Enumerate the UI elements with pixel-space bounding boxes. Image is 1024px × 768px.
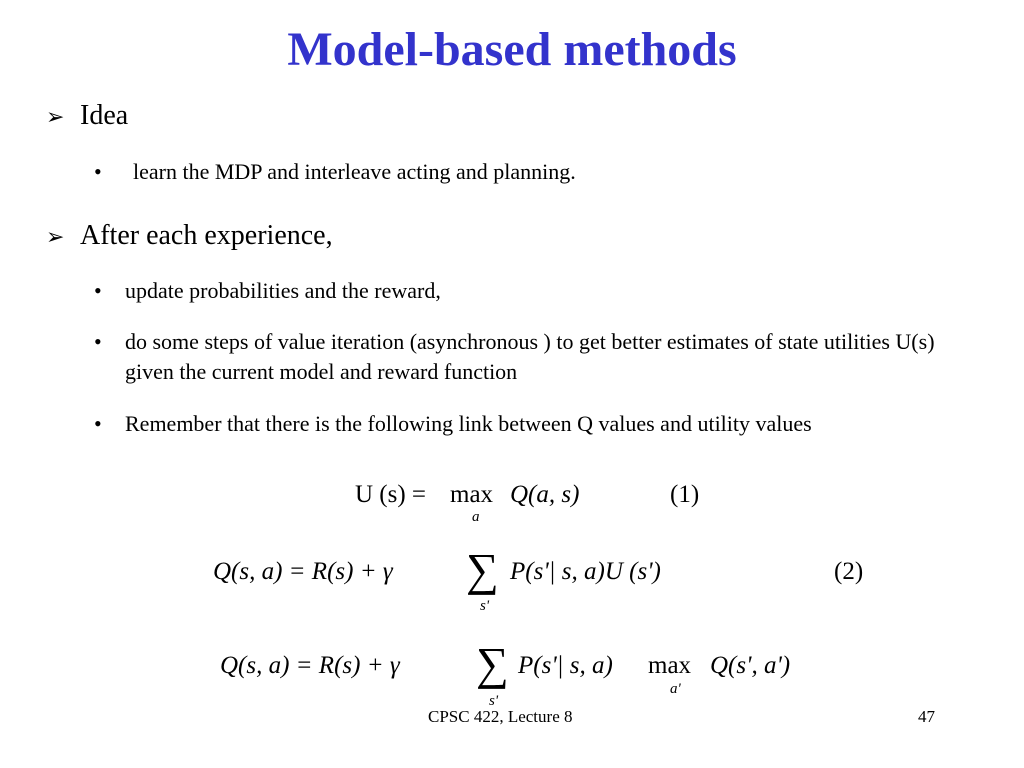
equation-3-lhs: Q(s, a) = R(s) + γ bbox=[220, 652, 400, 679]
arrow-bullet-icon: ➢ bbox=[46, 104, 65, 129]
bullet-dot-icon: • bbox=[94, 411, 102, 436]
equation-3-max-subscript: a' bbox=[670, 681, 681, 697]
equation-1-lhs: U (s) = bbox=[355, 481, 427, 508]
bullet-after-experience bbox=[46, 220, 333, 253]
equation-1-number: (1) bbox=[670, 481, 700, 508]
subitem-learn-mdp bbox=[94, 157, 974, 187]
equation-2-sum-subscript: s' bbox=[480, 598, 490, 614]
subitem-q-utility-link-text: Remember that there is the following link between Q values and utility values bbox=[125, 411, 812, 436]
slide-title: Model-based methods bbox=[287, 23, 737, 76]
bullet-dot-icon: • bbox=[94, 278, 102, 303]
bullet-dot-icon: • bbox=[94, 159, 102, 184]
equation-2-rhs: P(s'| s, a)U (s') bbox=[510, 558, 661, 585]
bullet-dot-icon: • bbox=[94, 329, 102, 354]
summation-icon: ∑ bbox=[476, 638, 509, 689]
bullet-idea-text: Idea bbox=[80, 100, 129, 131]
footer-course: CPSC 422, Lecture 8 bbox=[428, 707, 573, 726]
equation-3-max: max bbox=[648, 652, 692, 679]
summation-icon: ∑ bbox=[466, 544, 499, 595]
equation-1-rhs: Q(a, s) bbox=[510, 481, 580, 508]
subitem-q-utility-link bbox=[94, 409, 974, 439]
equation-3-mid: P(s'| s, a) bbox=[518, 652, 613, 679]
bullet-idea bbox=[46, 100, 128, 133]
subitem-update-probabilities-text: update probabilities and the reward, bbox=[125, 278, 441, 303]
equation-3-sum-subscript: s' bbox=[489, 693, 499, 709]
equation-2-number: (2) bbox=[834, 558, 864, 585]
subitem-learn-mdp-text: learn the MDP and interleave acting and planning. bbox=[133, 159, 576, 184]
equation-1-max-subscript: a bbox=[472, 509, 480, 525]
equation-1-max: max bbox=[450, 481, 494, 508]
subitem-value-iteration bbox=[94, 327, 974, 387]
equation-2-lhs: Q(s, a) = R(s) + γ bbox=[213, 558, 393, 585]
equation-3-rhs: Q(s', a') bbox=[710, 652, 791, 679]
footer-page-number: 47 bbox=[918, 707, 935, 726]
arrow-bullet-icon: ➢ bbox=[46, 224, 65, 249]
subitem-value-iteration-text: do some steps of value iteration (asynchronous ) to get better estimates of state utilities U(s) given the current model and reward function bbox=[125, 329, 935, 384]
bullet-after-experience-text: After each experience, bbox=[80, 220, 333, 251]
subitem-update-probabilities bbox=[94, 276, 974, 306]
